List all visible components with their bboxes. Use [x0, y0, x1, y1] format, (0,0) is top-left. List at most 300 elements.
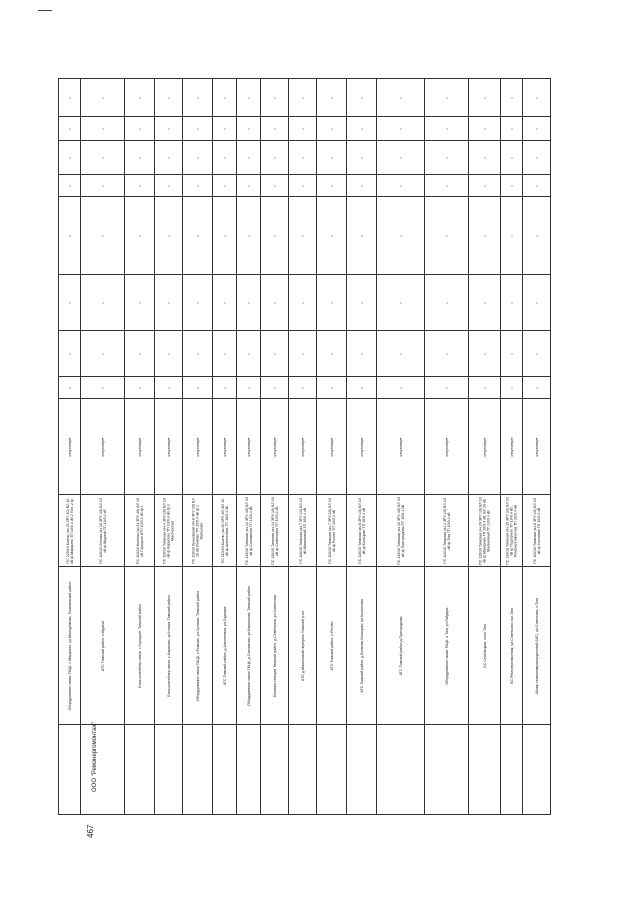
table-cell — [59, 725, 81, 815]
empty-mark — [248, 353, 249, 354]
object-name-text: Блок-контейнер связи, с.Карасево, ул.Новая, Тимский район — [166, 594, 171, 697]
table-cell — [81, 175, 125, 197]
empty-mark — [248, 387, 249, 388]
table-cell — [523, 175, 551, 197]
empty-mark — [102, 97, 103, 98]
table-cell — [469, 79, 501, 117]
object-name-text: БС Стрелецкая, село Тим — [482, 623, 487, 668]
empty-mark — [536, 387, 537, 388]
table-cell — [237, 495, 261, 567]
empty-mark — [331, 185, 332, 186]
empty-mark — [331, 235, 332, 236]
empty-mark — [274, 185, 275, 186]
table-cell — [237, 725, 261, 815]
table-cell — [261, 175, 289, 197]
empty-mark — [102, 128, 103, 129]
table-cell — [289, 331, 317, 377]
table-cell — [261, 79, 289, 117]
table-cell — [425, 567, 469, 725]
table-cell — [81, 141, 125, 175]
table-cell — [501, 567, 523, 725]
object-name-text: Базовая станция Тимский район, д.Семёновка, ул.Советская — [272, 594, 277, 697]
empty-mark — [274, 235, 275, 236]
empty-mark — [102, 235, 103, 236]
table-cell — [213, 79, 237, 117]
table-cell — [523, 275, 551, 331]
status-text: отсутствует — [222, 436, 227, 457]
table-cell — [59, 377, 81, 399]
table-cell — [377, 495, 425, 567]
object-name-text: АТС Тимский район, с.Рогово — [329, 621, 334, 670]
table-cell — [155, 331, 183, 377]
table-cell — [317, 197, 347, 275]
object-name-text: АТС Тимский район, д.Алексеевка, ул.Садовая — [222, 606, 227, 685]
empty-mark — [484, 185, 485, 186]
connection-point-text: ПС 110/10 Тимская (яч.2 ЗРУ-10) ВЛ 10 кВ ф.Тим ТП 10/0,4 кВ — [442, 497, 451, 564]
empty-mark — [361, 353, 362, 354]
table-cell — [523, 377, 551, 399]
object-name-text: АТС Тимский район, с.Мурачи — [100, 620, 105, 671]
table-cell — [377, 331, 425, 377]
table-cell — [183, 377, 213, 399]
empty-mark — [446, 302, 447, 303]
empty-mark — [139, 353, 140, 354]
table-cell — [425, 175, 469, 197]
empty-mark — [224, 185, 225, 186]
empty-mark — [197, 185, 198, 186]
table-cell — [183, 79, 213, 117]
table-cell — [523, 141, 551, 175]
table-cell — [81, 567, 125, 725]
table-cell — [125, 377, 155, 399]
empty-mark — [224, 353, 225, 354]
table-cell — [501, 275, 523, 331]
empty-mark — [102, 157, 103, 158]
object-name-text: Блок-контейнер связи, с.Гороцкое, Тимский район — [137, 603, 142, 688]
empty-mark — [139, 128, 140, 129]
empty-mark — [302, 302, 303, 303]
empty-mark — [484, 235, 485, 236]
empty-mark — [197, 128, 198, 129]
table-cell — [523, 79, 551, 117]
table-cell — [213, 567, 237, 725]
table-cell — [317, 495, 347, 567]
empty-mark — [69, 97, 70, 98]
table-cell — [237, 197, 261, 275]
table-cell — [183, 725, 213, 815]
empty-mark — [224, 387, 225, 388]
object-name-text: АТС Тимский район, д.Волхово-Кольцово, ул.Колхозная — [359, 598, 364, 693]
table-cell — [183, 567, 213, 725]
table-cell — [501, 377, 523, 399]
table-cell — [237, 567, 261, 725]
empty-mark — [139, 235, 140, 236]
table-cell — [347, 197, 377, 275]
table-cell — [523, 197, 551, 275]
table-cell — [289, 725, 317, 815]
empty-mark — [446, 97, 447, 98]
empty-mark — [446, 353, 447, 354]
empty-mark — [197, 97, 198, 98]
empty-mark — [361, 128, 362, 129]
empty-mark — [224, 235, 225, 236]
object-name-text: Шкаф телекоммуникационный (ШТ), ул.Советская, п.Тим — [534, 597, 539, 694]
register-table — [58, 78, 551, 815]
table-cell — [501, 331, 523, 377]
table-cell — [469, 725, 501, 815]
empty-mark — [400, 353, 401, 354]
table-cell — [501, 175, 523, 197]
empty-mark — [446, 185, 447, 186]
empty-mark — [248, 302, 249, 303]
connection-point-text: ПС 110/10 Тимская (яч.7 ЗРУ-10) ВЛ 10 кВ ф.Рогово ТП 10/0,4 кВ — [327, 497, 336, 564]
table-cell — [213, 725, 237, 815]
table-cell — [501, 399, 523, 495]
table-cell — [125, 117, 155, 141]
empty-mark — [248, 185, 249, 186]
connection-point-text: ПС 110/10 Кшень (яч.20 ЗРУ-10) ВЛ 10 кВ ф.Алексеевка ТП 10/0,4 кВ — [220, 498, 229, 563]
object-name-text: АТС Тимский район д.Пригородная — [398, 616, 403, 675]
table-cell — [289, 377, 317, 399]
table-cell — [81, 377, 125, 399]
table-cell — [289, 197, 317, 275]
empty-mark — [511, 302, 512, 303]
empty-mark — [248, 157, 249, 158]
status-text: отсутствует — [67, 436, 72, 457]
empty-mark — [197, 353, 198, 354]
table-cell — [377, 197, 425, 275]
table-cell — [289, 275, 317, 331]
table-cell — [213, 495, 237, 567]
table-cell — [261, 399, 289, 495]
empty-mark — [361, 157, 362, 158]
object-name-text: Оборудование связи ТКЦК, п.Тим, ул.Гайдара — [444, 607, 449, 684]
table-cell — [81, 117, 125, 141]
connection-point-text: ПС 110/10 Тимская (яч.14 ЗРУ-10) ВЛ 10 кВ ф.Семёновка ТП 10/0,4 кВ — [270, 496, 279, 565]
table-cell — [501, 197, 523, 275]
table-cell — [213, 331, 237, 377]
connection-point-text: ПС 110/10 Тимская (яч.8 ЗРУ-10) ВЛ 10 кВ ф.Сосновка ТП 10/0,4 кВ — [532, 497, 541, 564]
table-cell — [183, 197, 213, 275]
empty-mark — [139, 157, 140, 158]
table-row — [59, 79, 551, 117]
status-text: отсутствует — [329, 436, 334, 457]
empty-mark — [400, 128, 401, 129]
table-cell — [425, 117, 469, 141]
table-cell — [289, 495, 317, 567]
table-cell — [59, 197, 81, 275]
table-cell — [59, 567, 81, 725]
empty-mark — [361, 97, 362, 98]
table-cell — [425, 141, 469, 175]
table-cell — [317, 725, 347, 815]
empty-mark — [102, 302, 103, 303]
table-cell — [425, 79, 469, 117]
table-cell — [237, 117, 261, 141]
empty-mark — [511, 353, 512, 354]
table-cell — [237, 79, 261, 117]
table-cell — [523, 567, 551, 725]
table-cell — [183, 117, 213, 141]
table-cell — [237, 175, 261, 197]
object-name-text: Оборудование связи ТКЦК, д.Соломенки, ул.Кирпичная, Тимский район — [246, 585, 251, 706]
empty-mark — [274, 387, 275, 388]
empty-mark — [274, 302, 275, 303]
table-cell — [125, 495, 155, 567]
empty-mark — [302, 387, 303, 388]
empty-mark — [224, 97, 225, 98]
connection-point-text: ПС 110/10 Тимская (яч.7 ЗРУ-10) ВЛ 10 кВ Малиновый ТП 10/0,4 кВ — [298, 497, 307, 564]
table-cell — [289, 567, 317, 725]
table-cell — [213, 117, 237, 141]
table-cell — [155, 495, 183, 567]
table-row — [59, 331, 551, 377]
status-text: отсутствует — [300, 436, 305, 457]
table-cell — [125, 141, 155, 175]
empty-mark — [139, 387, 140, 388]
connection-point-text: ПС 110/10 Лесная (яч.16 ЗРУ-10) ВЛ 10 кВ ф.Мурачи ТП 10/0,4 кВ — [98, 497, 107, 564]
table-cell — [81, 331, 125, 377]
table-cell — [155, 79, 183, 117]
empty-mark — [197, 387, 198, 388]
table-cell — [523, 495, 551, 567]
table-cell — [213, 377, 237, 399]
empty-mark — [446, 235, 447, 236]
status-text: отсутствует — [398, 436, 403, 457]
empty-mark — [248, 235, 249, 236]
table-cell — [523, 331, 551, 377]
empty-mark — [400, 97, 401, 98]
table-cell — [317, 175, 347, 197]
empty-mark — [224, 302, 225, 303]
table-cell — [125, 79, 155, 117]
table-cell — [501, 495, 523, 567]
table-cell — [261, 197, 289, 275]
table-cell — [237, 331, 261, 377]
empty-mark — [102, 387, 103, 388]
table-cell — [317, 117, 347, 141]
status-text: отсутствует — [482, 436, 487, 457]
empty-mark — [400, 185, 401, 186]
table-cell — [377, 275, 425, 331]
status-text: отсутствует — [246, 436, 251, 457]
empty-mark — [69, 387, 70, 388]
table-cell — [347, 275, 377, 331]
table-cell — [81, 79, 125, 117]
table-cell — [213, 399, 237, 495]
table-cell — [237, 377, 261, 399]
empty-mark — [224, 128, 225, 129]
table-cell — [261, 117, 289, 141]
table-cell — [155, 567, 183, 725]
table-cell — [317, 377, 347, 399]
table-cell — [155, 725, 183, 815]
status-text: отсутствует — [444, 436, 449, 457]
table-cell — [81, 495, 125, 567]
table-row — [59, 495, 551, 567]
table-cell — [347, 175, 377, 197]
table-row — [59, 377, 551, 399]
connection-point-text: ПС 110/10 Тимская (яч.20 ЗРУ-10) ВЛ 10 кВ ф.Макарова ТП 10/0,4 кВ; ВЛ 10 кВ Малиновый ТП 10/0,4 кВ — [478, 496, 491, 565]
connection-point-text: ПС 110/10 Тимская (яч.14 ЗРУ-10) ВЛ 10 кВ ф.Соломенки ТП 10/0,4 кВ — [244, 496, 253, 565]
empty-mark — [168, 387, 169, 388]
table-cell — [261, 331, 289, 377]
empty-mark — [302, 353, 303, 354]
empty-mark — [248, 128, 249, 129]
table-cell — [237, 141, 261, 175]
table-cell — [347, 331, 377, 377]
status-text: отсутствует — [137, 436, 142, 457]
table-cell — [469, 567, 501, 725]
table-cell — [155, 399, 183, 495]
empty-mark — [274, 157, 275, 158]
table-cell — [213, 175, 237, 197]
empty-mark — [361, 185, 362, 186]
page-number: 467 — [86, 824, 95, 838]
table-cell — [317, 141, 347, 175]
table-cell — [213, 141, 237, 175]
empty-mark — [168, 128, 169, 129]
object-name-text: Оборудование связи ТКЦК, с.Марфино, ул.Молодёжная, Томилинский район — [67, 581, 72, 710]
table-cell — [523, 725, 551, 815]
status-text: отсутствует — [359, 436, 364, 457]
table-cell — [261, 495, 289, 567]
table-cell — [317, 79, 347, 117]
empty-mark — [302, 128, 303, 129]
empty-mark — [400, 302, 401, 303]
table-cell — [59, 275, 81, 331]
table-cell — [213, 197, 237, 275]
empty-mark — [361, 387, 362, 388]
table-cell — [183, 495, 213, 567]
table-cell — [125, 197, 155, 275]
empty-mark — [400, 387, 401, 388]
table-cell — [125, 175, 155, 197]
empty-mark — [69, 157, 70, 158]
table-cell — [317, 331, 347, 377]
table-cell — [261, 141, 289, 175]
table-cell — [59, 141, 81, 175]
table-cell — [347, 141, 377, 175]
table-row — [59, 567, 551, 725]
table-cell — [347, 377, 377, 399]
empty-mark — [69, 128, 70, 129]
empty-mark — [139, 302, 140, 303]
table-cell — [469, 197, 501, 275]
status-text: отсутствует — [195, 436, 200, 457]
empty-mark — [274, 353, 275, 354]
table-row — [59, 275, 551, 331]
empty-mark — [536, 353, 537, 354]
table-cell — [347, 725, 377, 815]
empty-mark — [511, 185, 512, 186]
table-row — [59, 141, 551, 175]
table-cell — [237, 399, 261, 495]
empty-mark — [331, 97, 332, 98]
empty-mark — [224, 157, 225, 158]
empty-mark — [274, 128, 275, 129]
table-cell — [59, 175, 81, 197]
table-cell — [317, 275, 347, 331]
table-cell — [261, 725, 289, 815]
table-cell — [125, 567, 155, 725]
table-row — [59, 725, 551, 815]
empty-mark — [361, 235, 362, 236]
empty-mark — [331, 128, 332, 129]
empty-mark — [361, 302, 362, 303]
table-cell — [81, 725, 125, 815]
empty-mark — [400, 235, 401, 236]
table-cell — [261, 567, 289, 725]
empty-mark — [168, 185, 169, 186]
table-cell — [469, 331, 501, 377]
table-cell — [377, 175, 425, 197]
empty-mark — [139, 185, 140, 186]
connection-point-text: ПС 220/10 Кшень (яч.25 ЗРУ-10) ВЛ 10 кВ ф.Марфино ТП 10/0,4 кВ 2 бол. 2 ф. — [65, 497, 74, 564]
table-cell — [183, 141, 213, 175]
table-cell — [289, 117, 317, 141]
table-cell — [425, 725, 469, 815]
table-cell — [261, 377, 289, 399]
empty-mark — [197, 157, 198, 158]
empty-mark — [446, 387, 447, 388]
empty-mark — [484, 353, 485, 354]
status-text: отсутствует — [509, 436, 514, 457]
connection-point-text: ПС 110/10 Колпны (яч.11 ЗРУ-10) ВЛ 10 кВ Гороцкое КТП 10/0,4 кВ ф.4 — [135, 497, 144, 564]
table-cell — [155, 175, 183, 197]
empty-mark — [69, 302, 70, 303]
empty-mark — [302, 97, 303, 98]
table-cell — [317, 567, 347, 725]
status-text: отсутствует — [100, 436, 105, 457]
table-row — [59, 175, 551, 197]
empty-mark — [302, 235, 303, 236]
empty-mark — [536, 235, 537, 236]
table-cell — [469, 175, 501, 197]
table-cell — [501, 141, 523, 175]
empty-mark — [400, 157, 401, 158]
empty-mark — [511, 97, 512, 98]
table-cell — [377, 141, 425, 175]
table-cell — [377, 377, 425, 399]
table-cell — [289, 141, 317, 175]
table-cell — [155, 275, 183, 331]
table-cell — [347, 399, 377, 495]
table-cell — [81, 275, 125, 331]
table-cell — [425, 377, 469, 399]
empty-mark — [536, 185, 537, 186]
table-cell — [425, 275, 469, 331]
empty-mark — [139, 97, 140, 98]
empty-mark — [511, 235, 512, 236]
table-cell — [183, 275, 213, 331]
organization-name: ООО "Ремэнергомонтаж" — [92, 721, 98, 792]
empty-mark — [484, 387, 485, 388]
table-cell — [237, 275, 261, 331]
empty-mark — [511, 128, 512, 129]
table-cell — [289, 175, 317, 197]
empty-mark — [331, 387, 332, 388]
empty-mark — [168, 235, 169, 236]
table-cell — [377, 725, 425, 815]
connection-point-text: ПС 110/10 Тимская (яч.8 ЗРУ-10) ВЛ 10 кВ ф.Кольцово ТП 10/0,4 кВ — [357, 497, 366, 564]
connection-point-text: ПС 110/10 Тимская (яч.4 ЗРУ-10) ВЛ 10 кВ ф.Карасево ТП 10/0,4 кВ ф.3 Мастерская — [162, 497, 175, 564]
table-cell — [523, 117, 551, 141]
table-cell — [317, 399, 347, 495]
object-name-text: Оборудование связи ТКЦК, с.Рыжово, ул.Луговая, Тимский район — [195, 590, 200, 701]
status-text: отсутствует — [534, 436, 539, 457]
status-text: отсутствует — [166, 436, 171, 457]
